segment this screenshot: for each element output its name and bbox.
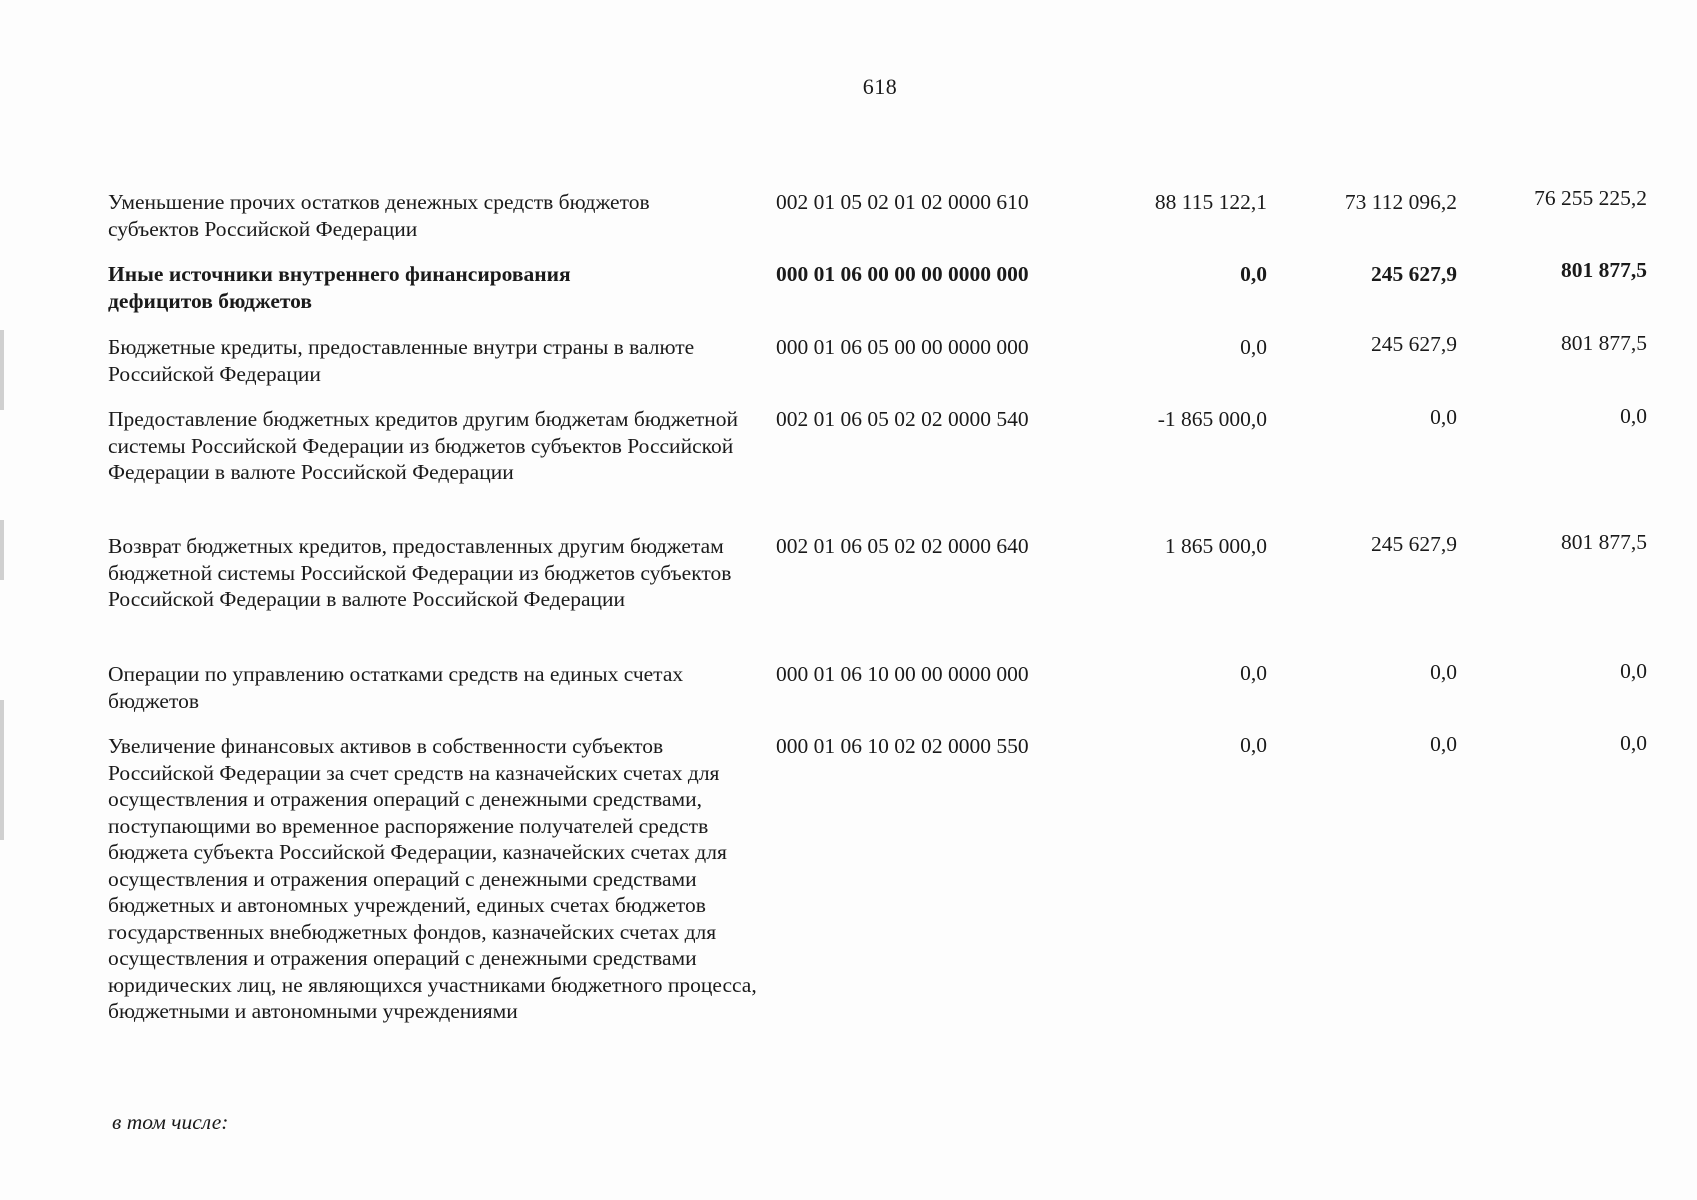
row-value-2: 245 627,9 xyxy=(1371,262,1457,286)
row-name: Операции по управлению остатками средств на единых счетах бюджетов xyxy=(108,662,684,713)
row-value-3: 76 255 225,2 xyxy=(1534,186,1647,210)
row-name: Возврат бюджетных кредитов, предоставленных другим бюджетам бюджетной системы Российской Федерации из бюджетов субъектов Российской Федерации в валюте Российской Федерации xyxy=(108,534,732,611)
row-value-1: 1 865 000,0 xyxy=(1164,534,1267,558)
row-code: 000 01 06 05 00 00 0000 000 xyxy=(776,335,1029,359)
row-code: 002 01 05 02 01 02 0000 610 xyxy=(776,190,1029,214)
row-code: 000 01 06 10 02 02 0000 550 xyxy=(776,734,1029,758)
row-name: Бюджетные кредиты, предоставленные внутри страны в валюте Российской Федерации xyxy=(108,335,695,386)
row-value-3: 801 877,5 xyxy=(1561,258,1647,282)
row-name: Увеличение финансовых активов в собственности субъектов Российской Федерации за счет средств на казначейских счетах для осуществления и отражения операций с денежными средствами, поступающими во временное распоряжение получателей средств бюджета субъекта Российской Федерации, казначейских счетах для осуществления и отражения операций с денежными средствами бюджетных и автономных учреждений, единых счетах бюджетов государственных внебюджетных фондов, казначейских счетах для осуществления и отражения операций с денежными средствами юридических лиц, не являющихся участниками бюджетного процесса, бюджетными и автономными учреждениями xyxy=(108,734,757,1023)
row-value-3: 801 877,5 xyxy=(1561,530,1647,554)
row-value-3: 0,0 xyxy=(1620,731,1647,755)
row-code: 000 01 06 10 00 00 0000 000 xyxy=(776,662,1029,686)
row-value-3: 0,0 xyxy=(1620,659,1647,683)
page-number: 618 xyxy=(862,74,898,99)
row-value-2: 0,0 xyxy=(1430,732,1457,756)
row-code: 000 01 06 00 00 00 0000 000 xyxy=(776,262,1029,286)
note-text: в том числе: xyxy=(112,1110,229,1134)
row-name: Предоставление бюджетных кредитов другим бюджетам бюджетной системы Российской Федерации из бюджетов субъектов Российской Федерации в валюте Российской Федерации xyxy=(108,407,739,484)
row-value-2: 0,0 xyxy=(1430,660,1457,684)
row-code: 002 01 06 05 02 02 0000 640 xyxy=(776,534,1029,558)
row-value-1: 0,0 xyxy=(1240,262,1267,286)
row-value-2: 245 627,9 xyxy=(1371,532,1457,556)
scan-edge-mark xyxy=(0,330,4,410)
row-code: 002 01 06 05 02 02 0000 540 xyxy=(776,407,1029,431)
row-name: Уменьшение прочих остатков денежных средств бюджетов субъектов Российской Федерации xyxy=(108,190,650,241)
row-value-3: 0,0 xyxy=(1620,404,1647,428)
row-value-1: -1 865 000,0 xyxy=(1157,407,1267,431)
row-value-1: 0,0 xyxy=(1240,661,1267,685)
row-value-1: 88 115 122,1 xyxy=(1154,190,1267,214)
scan-edge-mark xyxy=(0,700,4,840)
row-value-2: 0,0 xyxy=(1430,405,1457,429)
row-value-2: 73 112 096,2 xyxy=(1344,190,1457,214)
row-value-2: 245 627,9 xyxy=(1371,332,1457,356)
row-value-1: 0,0 xyxy=(1240,733,1267,757)
scan-edge-mark xyxy=(0,520,4,580)
row-value-3: 801 877,5 xyxy=(1561,331,1647,355)
row-name: Иные источники внутреннего финансирования дефицитов бюджетов xyxy=(108,262,571,313)
row-value-1: 0,0 xyxy=(1240,335,1267,359)
